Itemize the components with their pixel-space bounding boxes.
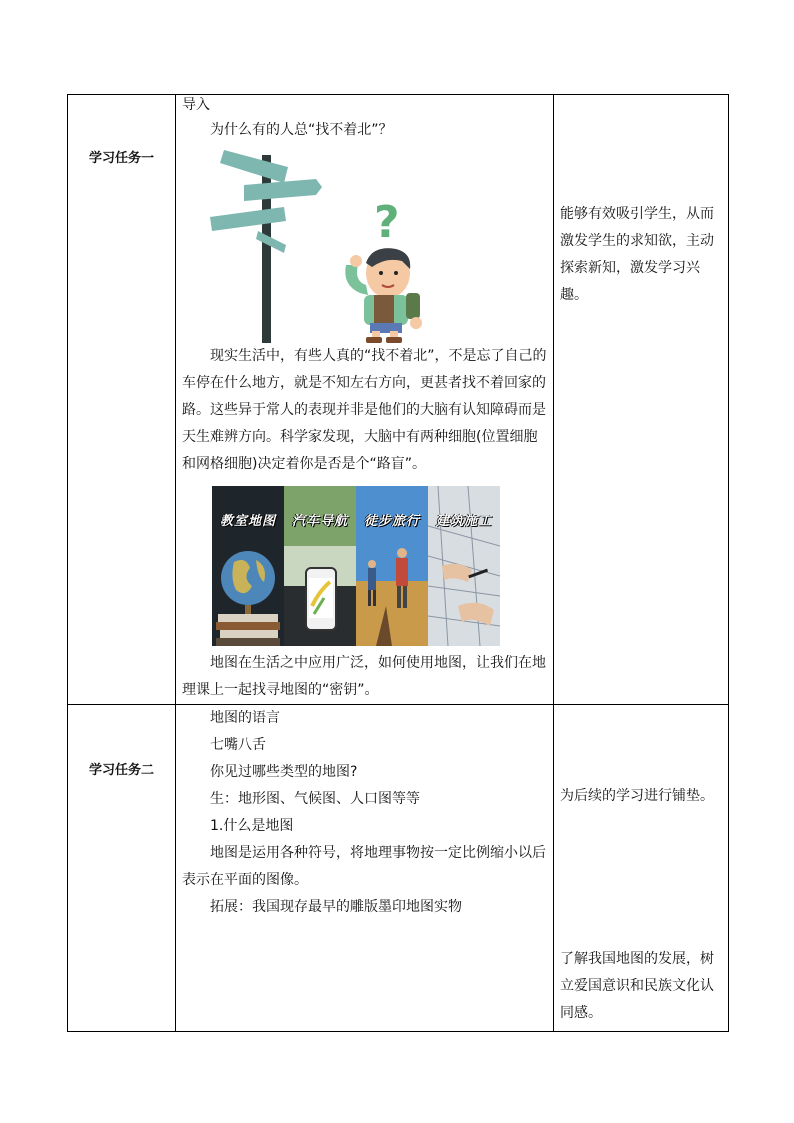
task1-heading: 导入: [182, 97, 210, 113]
task1-label: 学习任务一: [88, 151, 154, 166]
photo-caption-construction: 建筑施工: [435, 514, 492, 529]
task2-design-note1: 为后续的学习进行铺垫。: [560, 788, 714, 804]
photo-hiking: [356, 486, 428, 646]
task2-line-what-is-map: 1.什么是地图: [210, 818, 294, 834]
task1-design-note: 能够有效吸引学生，从而激发学生的求知欲，主动探索新知，激发学习兴趣。: [560, 206, 714, 303]
map-usage-photos: [212, 486, 500, 646]
task1-paragraph2: 地图在生活之中应用广泛，如何使用地图，让我们在地理课上一起找寻地图的“密钥”。: [182, 655, 546, 698]
photo-classroom-map: [212, 486, 284, 646]
task2-label-cell: [68, 705, 176, 1032]
task2-extension: 拓展：我国现存最早的雕版墨印地图实物: [210, 899, 462, 915]
task2-line-language: 地图的语言: [210, 710, 280, 726]
photo-construction: [428, 486, 500, 646]
task1-paragraph1: 现实生活中，有些人真的“找不着北”，不是忘了自己的车停在什么地方，就是不知左右方向，更甚者找不着回家的路。这些异于常人的表现并非是他们的大脑有认知障碍而是天生难辨方向。科学家发现，大脑中有两种细胞(位置细胞和网格细胞)决定着你是否是个“路盲”。: [182, 348, 547, 472]
task2-design-note2: 了解我国地图的发展，树立爱国意识和民族文化认同感。: [560, 951, 714, 1021]
task1-label-cell: [68, 95, 176, 705]
task2-definition: 地图是运用各种符号，将地理事物按一定比例缩小以后表示在平面的图像。: [182, 845, 546, 888]
task2-note-cell: [554, 705, 729, 1032]
photo-car-navigation: [284, 486, 356, 646]
task2-line-discussion: 七嘴八舌: [210, 737, 266, 753]
signpost-illustration: [176, 145, 553, 343]
photo-caption-classroom: 教室地图: [219, 514, 276, 529]
task1-content-cell: [176, 95, 554, 705]
question-mark-icon: ?: [374, 197, 400, 248]
task2-row: [68, 705, 729, 1032]
task2-content-cell: [176, 705, 554, 1032]
photo-caption-navigation: 汽车导航: [291, 514, 348, 529]
signpost-question-image: [176, 145, 553, 343]
task2-label: 学习任务二: [88, 763, 154, 778]
task1-note-cell: [554, 95, 729, 705]
photo-caption-hiking: 徒步旅行: [363, 514, 420, 529]
lesson-plan-table: [67, 94, 729, 1032]
task1-row: [68, 95, 729, 705]
task2-line-question: 你见过哪些类型的地图?: [210, 764, 358, 780]
task2-line-answer: 生：地形图、气候图、人口图等等: [210, 791, 420, 807]
task1-question: 为什么有的人总“找不着北”？: [210, 122, 393, 138]
